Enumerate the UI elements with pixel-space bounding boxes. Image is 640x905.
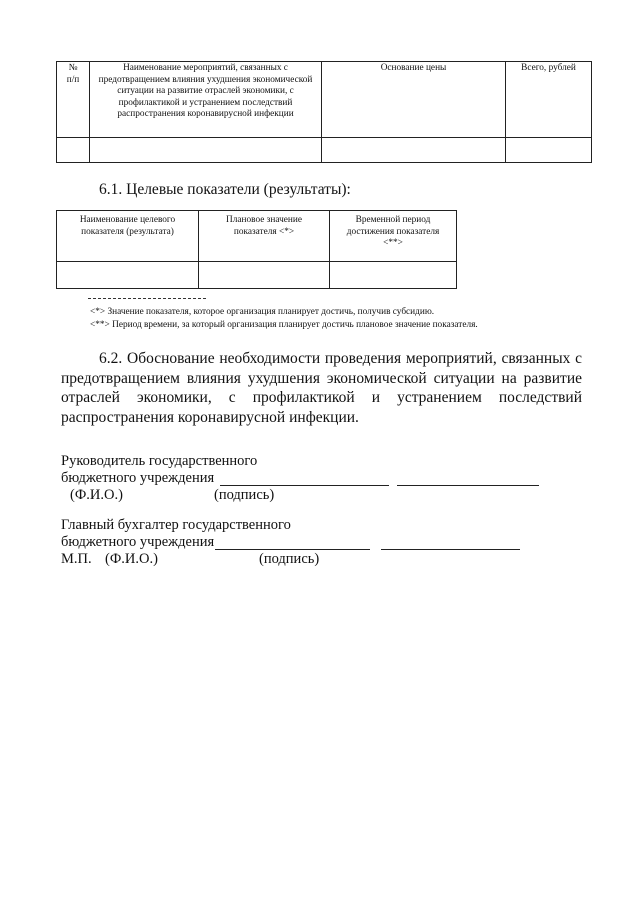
table-cell (330, 262, 457, 289)
accountant-fio-caption: (Ф.И.О.) (105, 551, 158, 567)
accountant-title-line1: Главный бухгалтер государственного (61, 517, 291, 533)
table-cell (506, 138, 592, 163)
target-indicators-table (56, 210, 457, 289)
header-price-basis: Основание цены (322, 62, 506, 138)
section-6-2-paragraph: 6.2. Обоснование необходимости проведения мероприятий, связанных с предотвращением влияния ухудшения экономической ситуации на развитие отраслей экономики, с профилактикой и устранением последствий распространения коронавирусной инфекции. (61, 350, 582, 426)
stamp-place-caption: М.П. (61, 551, 92, 567)
head-name-line (220, 485, 389, 486)
head-signature-line (397, 485, 539, 486)
measures-table-header-row (57, 62, 592, 138)
accountant-title-line2: бюджетного учреждения (61, 534, 215, 550)
table-cell (199, 262, 330, 289)
measures-table (56, 61, 592, 163)
table-cell (322, 138, 506, 163)
measures-table-empty-row (57, 138, 592, 163)
header-time-period: Временной период достижения показателя <**> (330, 211, 457, 262)
table-cell (90, 138, 322, 163)
head-sign-caption: (подпись) (214, 487, 275, 503)
head-title-line1: Руководитель государственного (61, 453, 258, 469)
table-cell (57, 262, 199, 289)
footnote-separator (88, 298, 206, 299)
header-number: № п/п (57, 62, 90, 138)
header-measure-name: Наименование мероприятий, связанных с предотвращением влияния ухудшения экономической ситуации на развитие отраслей экономики, с профилактикой и устранением последствий распространения коронавирусной инфекции (90, 62, 322, 138)
header-total-rubles: Всего, рублей (506, 62, 592, 138)
accountant-signature-line (381, 549, 520, 550)
accountant-sign-caption: (подпись) (259, 551, 320, 567)
section-6-1-title: 6.1. Целевые показатели (результаты): (99, 181, 351, 198)
footnote-2: <**> Период времени, за который организация планирует достичь плановое значение показателя. (90, 320, 478, 330)
head-fio-caption: (Ф.И.О.) (70, 487, 123, 503)
header-planned-value: Плановое значение показателя <*> (199, 211, 330, 262)
head-title-line2: бюджетного учреждения (61, 470, 215, 486)
table-cell (57, 138, 90, 163)
footnote-1: <*> Значение показателя, которое организация планирует достичь, получив субсидию. (90, 307, 435, 317)
target-indicators-header-row (57, 211, 457, 262)
header-indicator-name: Наименование целевого показателя (результата) (57, 211, 199, 262)
accountant-name-line (215, 549, 370, 550)
target-indicators-empty-row (57, 262, 457, 289)
